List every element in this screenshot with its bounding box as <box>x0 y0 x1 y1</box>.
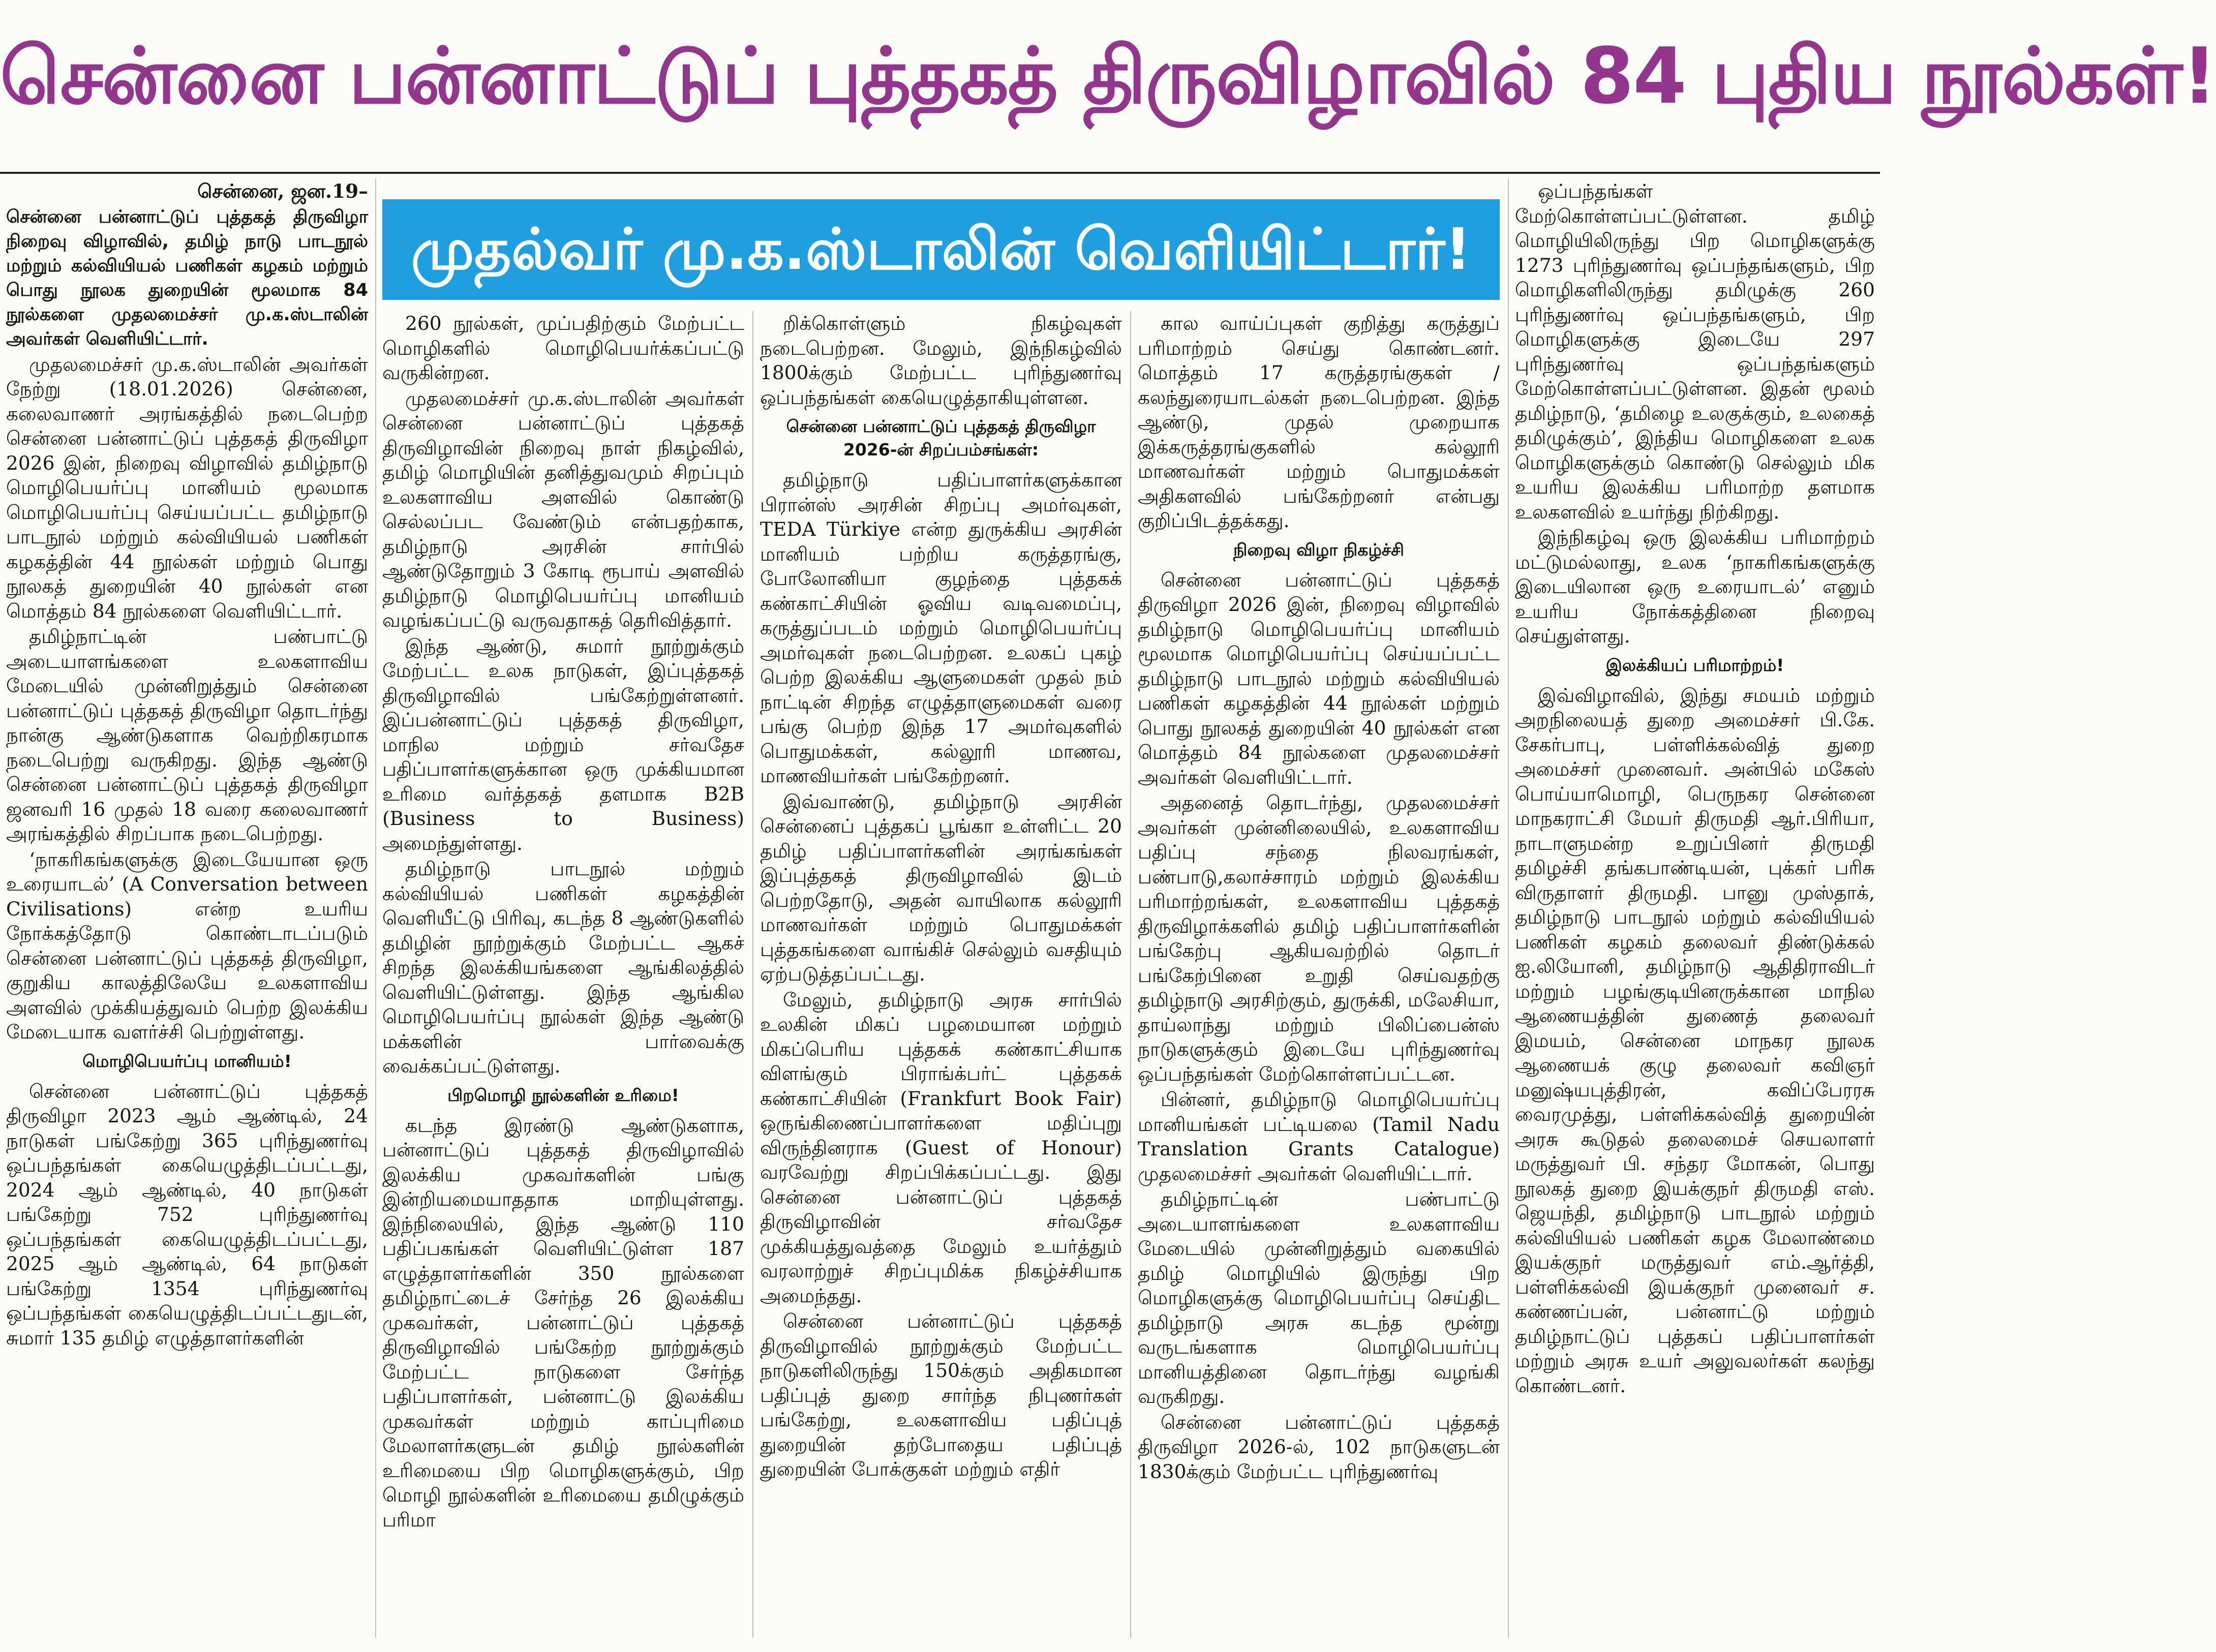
paragraph: பின்னர், தமிழ்நாடு மொழிபெயர்ப்பு மானியங்கள் பட்டியலை (Tamil Nadu Translation Grants Catalogue) முதலமைச்சர் அவர்கள் வெளியிட்டார். <box>1138 1088 1500 1185</box>
article-column-4 <box>1138 311 1500 1643</box>
subheadline-banner: முதல்வர் மு.க.ஸ்டாலின் வெளியிட்டார்! <box>382 199 1500 300</box>
paragraph: தமிழ்நாட்டின் பண்பாட்டு அடையாளங்களை உலகளாவிய மேடையில் முன்னிறுத்தும் சென்னை பன்னாட்டுப் புத்தகத் திருவிழா தொடர்ந்து நான்கு ஆண்டுகளாக வெற்றிகரமாக நடைபெற்று வருகிறது. இந்த ஆண்டு சென்னை பன்னாட்டுப் புத்தகத் திருவிழா ஜனவரி 16 முதல் 18 வரை கலைவாணர் அரங்கத்தில் சிறப்பாக நடைபெற்றது. <box>6 625 368 845</box>
article-column-2 <box>382 311 744 1643</box>
dateline: சென்னை, ஜன.19– <box>197 180 368 202</box>
paragraph: 260 நூல்கள், முப்பதிற்கும் மேற்பட்ட மொழிகளில் மொழிபெயர்க்கப்பட்டு வருகின்றன. <box>382 312 744 384</box>
subheading: மொழிபெயர்ப்பு மானியம்! <box>82 1051 292 1071</box>
subheading: இலக்கியப் பரிமாற்றம்! <box>1605 655 1784 675</box>
paragraph: இவ்விழாவில், இந்து சமயம் மற்றும் அறநிலையத் துறை அமைச்சர் பி.கே. சேகர்பாபு, பள்ளிக்கல்வித் துறை அமைச்சர் முனைவர். அன்பில் மகேஸ் பொய்யாமொழி, பெருநகர சென்னை மாநகராட்சி மேயர் திருமதி ஆர்.பிரியா, நாடாளுமன்ற உறுப்பினர் திருமதி தமிழச்சி தங்கபாண்டியன், புக்கர் பரிசு விருதாளர் திருமதி. பானு முஸ்தாக், தமிழ்நாடு பாடநூல் மற்றும் கல்வியியல் பணிகள் கழகம் தலைவர் திண்டுக்கல் ஐ.லியோனி, தமிழ்நாடு ஆதிதிராவிடர் மற்றும் பழங்குடியினருக்கான மாநில ஆணையத்தின் துணைத் தலைவர் இமயம், சென்னை மாநகர நூலக ஆணையக் குழு தலைவர் கவிஞர் மனுஷ்யபுத்திரன், கவிப்பேரரசு வைரமுத்து, பள்ளிக்கல்வித் துறையின் அரசு கூடுதல் தலைமைச் செயலாளர் மருத்துவர் பி. சந்தர மோகன், பொது நூலகத் துறை இயக்குநர் திருமதி எஸ். ஜெயந்தி, தமிழ்நாடு பாடநூல் மற்றும் கல்வியியல் பணிகள் கழக மேலாண்மை இயக்குநர் மருத்துவர் எம்.ஆர்த்தி, பள்ளிக்கல்வி இயக்குநர் முனைவர் ச. கண்ணப்பன், பன்னாட்டு மற்றும் தமிழ்நாட்டுப் புத்தகப் பதிப்பாளர்கள் மற்றும் அரசு உயர் அலுவலர்கள் கலந்து கொண்டனர். <box>1515 684 1875 1397</box>
paragraph: முதலமைச்சர் மு.க.ஸ்டாலின் அவர்கள் சென்னை பன்னாட்டுப் புத்தகத் திருவிழாவின் நிறைவு நாள் நிகழ்வில், தமிழ் மொழியின் தனித்துவமும் சிறப்பும் உலகளாவிய அளவில் கொண்டு செல்லப்பட வேண்டும் என்பதற்காக, தமிழ்நாடு அரசின் சார்பில் ஆண்டுதோறும் 3 கோடி ரூபாய் அளவில் தமிழ்நாடு மொழிபெயர்ப்பு மானியம் வழங்கப்பட்டு வருவதாகத் தெரிவித்தார். <box>382 387 744 631</box>
paragraph: தமிழ்நாடு பாடநூல் மற்றும் கல்வியியல் பணிகள் கழகத்தின் வெளியீட்டு பிரிவு, கடந்த 8 ஆண்டுகளில் தமிழின் நூற்றுக்கும் மேற்பட்ட ஆகச் சிறந்த இலக்கியங்களை ஆங்கிலத்தில் வெளியிட்டுள்ளது. இந்த ஆங்கில மொழிபெயர்ப்பு நூல்கள் இந்த ஆண்டு மக்களின் பார்வைக்கு வைக்கப்பட்டுள்ளது. <box>382 858 744 1077</box>
paragraph: ஒப்பந்தங்கள் மேற்கொள்ளப்பட்டுள்ளன. தமிழ் மொழியிலிருந்து பிற மொழிகளுக்கு 1273 புரிந்துணர்வு ஒப்பந்தங்களும், பிற மொழிகளிலிருந்து தமிழுக்கு 260 புரிந்துணர்வு ஒப்பந்தங்களும், பிற மொழிகளுக்கு இடையே 297 புரிந்துணர்வு ஒப்பந்தங்களும் மேற்கொள்ளப்பட்டுள்ளன. இதன் மூலம் தமிழ்நாடு, ‘தமிழை உலகுக்கும், உலகைத் தமிழுக்கும்’, இந்திய மொழிகளை உலக மொழிகளுக்கும் கொண்டு செல்லும் மிக உயரிய இலக்கிய பரிமாற்ற தளமாக உலகளவில் உயர்ந்து நிற்கிறது. <box>1515 180 1875 523</box>
paragraph: சென்னை பன்னாட்டுப் புத்தகத் திருவிழா 2026-ல், 102 நாடுகளுடன் 1830க்கும் மேற்பட்ட புரிந்துணர்வு <box>1138 1411 1500 1483</box>
paragraph: றிக்கொள்ளும் நிகழ்வுகள் நடைபெற்றன. மேலும், இந்நிகழ்வில் 1800க்கும் மேற்பட்ட புரிந்துணர்வு ஒப்பந்தங்கள் கையெழுத்தாகியுள்ளன. <box>760 312 1122 409</box>
article-column-5 <box>1515 179 1875 1643</box>
paragraph: ‘நாகரிகங்களுக்கு இடையேயான ஒரு உரையாடல்’ (A Conversation between Civilisations) என்ற உயரிய நோக்கத்தோடு கொண்டாடப்படும் சென்னை பன்னாட்டுப் புத்தகத் திருவிழா, குறுகிய காலத்திலேயே உலகளாவிய அளவில் முக்கியத்துவம் பெற்ற இலக்கிய மேடையாக வளர்ச்சி பெற்றுள்ளது. <box>6 848 368 1043</box>
paragraph: இந்த ஆண்டு, சுமார் நூற்றுக்கும் மேற்பட்ட உலக நாடுகள், இப்புத்தகத் திருவிழாவில் பங்கேற்றுள்ளனர். இப்பன்னாட்டுப் புத்தகத் திருவிழா, மாநில மற்றும் சர்வதேச பதிப்பாளர்களுக்கான ஒரு முக்கியமான உரிமை வர்த்தகத் தளமாக B2B (Business to Business) அமைந்துள்ளது. <box>382 634 744 854</box>
paragraph: சென்னை பன்னாட்டுப் புத்தகத் திருவிழா 2023 ஆம் ஆண்டில், 24 நாடுகள் பங்கேற்று 365 புரிந்துணர்வு ஒப்பந்தங்கள் கையெழுத்திடப்பட்டது, 2024 ஆம் ஆண்டில், 40 நாடுகள் பங்கேற்று 752 புரிந்துணர்வு ஒப்பந்தங்கள் கையெழுத்திடப்பட்டது, 2025 ஆம் ஆண்டில், 64 நாடுகள் பங்கேற்று 1354 புரிந்துணர்வு ஒப்பந்தங்கள் கையெழுத்திடப்பட்டதுடன், சுமார் 135 தமிழ் எழுத்தாளர்களின் <box>6 1080 368 1349</box>
paragraph: சென்னை பன்னாட்டுப் புத்தகத் திருவிழா 2026 இன், நிறைவு விழாவில் தமிழ்நாடு மொழிபெயர்ப்பு மானியம் மூலமாக மொழிபெயர்ப்பு செய்யப்பட்ட தமிழ்நாடு பாடநூல் மற்றும் கல்வியியல் பணிகள் கழகத்தின் 44 நூல்கள் மற்றும் பொது நூலகத் துறையின் 40 நூல்கள் என மொத்தம் 84 நூல்களை முதலமைச்சர் அவர்கள் வெளியிட்டார். <box>1138 568 1500 788</box>
column-divider <box>1508 179 1509 1638</box>
paragraph: சென்னை பன்னாட்டுப் புத்தகத் திருவிழாவில் நூற்றுக்கும் மேற்பட்ட நாடுகளிலிருந்து 150க்கும் அதிகமான பதிப்புத் துறை சார்ந்த நிபுணர்கள் பங்கேற்று, உலகளாவிய பதிப்புத் துறையின் தற்போதைய பதிப்புத் துறையின் போக்குகள் மற்றும் எதிர் <box>760 1310 1122 1480</box>
paragraph: தமிழ்நாட்டின் பண்பாட்டு அடையாளங்களை உலகளாவிய மேடையில் முன்னிறுத்தும் வகையில் தமிழ் மொழியில் இருந்து பிற மொழிகளுக்கு மொழிபெயர்ப்பு செய்திட தமிழ்நாடு அரசு கடந்த மூன்று வருடங்களாக மொழிபெயர்ப்பு மானியத்தினை தொடர்ந்து வழங்கி வருகிறது. <box>1138 1188 1500 1408</box>
subheading: பிறமொழி நூல்களின் உரிமை! <box>447 1085 679 1105</box>
headline-rule <box>0 172 1880 174</box>
paragraph: மேலும், தமிழ்நாடு அரசு சார்பில் உலகின் மிகப் பழமையான மற்றும் மிகப்பெரிய புத்தகக் கண்காட்சியாக விளங்கும் பிராங்க்பர்ட் புத்தகக் கண்காட்சியின் (Frankfurt Book Fair) ஒருங்கிணைப்பாளர்களை மதிப்புறு விருந்தினராக (Guest of Honour) வரவேற்று சிறப்பிக்கப்பட்டது. இது சென்னை பன்னாட்டுப் புத்தகத் திருவிழாவின் சர்வதேச முக்கியத்துவத்தை மேலும் உயர்த்தும் வரலாற்றுச் சிறப்புமிக்க நிகழ்ச்சியாக அமைந்தது. <box>760 988 1122 1307</box>
paragraph: தமிழ்நாடு பதிப்பாளர்களுக்கான பிரான்ஸ் அரசின் சிறப்பு அமர்வுகள், TEDA Türkiye என்ற துருக்கிய அரசின் மானியம் பற்றிய கருத்தரங்கு, போலோனியா குழந்தை புத்தகக் கண்காட்சியின் ஓவிய வடிவமைப்பு, கருத்துப்படம் மற்றும் மொழிபெயர்ப்பு அமர்வுகள் நடைபெற்றன. உலகப் புகழ் பெற்ற இலக்கிய ஆளுமைகள் முதல் நம் நாட்டின் சிறந்த எழுத்தாளுமைகள் வரை பங்கு பெற்ற இந்த 17 அமர்வுகளில் பொதுமக்கள், கல்லூரி மாணவ, மாணவியர்கள் பங்கேற்றனர். <box>760 469 1122 787</box>
subheading: நிறைவு விழா நிகழ்ச்சி <box>1233 539 1405 560</box>
article-column-3 <box>760 311 1122 1643</box>
headline: சென்னை பன்னாட்டுப் புத்தகத் திருவிழாவில் 84 புதிய நூல்கள்! <box>0 31 2216 121</box>
paragraph: இந்நிகழ்வு ஒரு இலக்கிய பரிமாற்றம் மட்டுமல்லாது, உலக ‘நாகரிகங்களுக்கு இடையிலான ஒரு உரையாடல்’ எனும் உயரிய நோக்கத்தினை நிறைவு செய்துள்ளது. <box>1515 526 1875 647</box>
column-divider <box>375 179 376 1638</box>
paragraph: அதனைத் தொடர்ந்து, முதலமைச்சர் அவர்கள் முன்னிலையில், உலகளாவிய பதிப்பு சந்தை நிலவரங்கள், பண்பாடு,கலாச்சாரம் மற்றும் இலக்கிய பரிமாற்றங்கள், உலகளாவிய புத்தகத் திருவிழாக்களில் தமிழ் பதிப்பாளர்களின் பங்கேற்பு ஆகியவற்றில் தொடர் பங்கேற்பினை உறுதி செய்வதற்கு தமிழ்நாடு அரசிற்கும், துருக்கி, மலேசியா, தாய்லாந்து மற்றும் பிலிப்பைன்ஸ் நாடுகளுக்கும் இடையே புரிந்துணர்வு ஒப்பந்தங்கள் மேற்கொள்ளப்பட்டன. <box>1138 791 1500 1085</box>
paragraph: கால வாய்ப்புகள் குறித்து கருத்துப் பரிமாற்றம் செய்து கொண்டனர். மொத்தம் 17 கருத்தரங்குகள் / கலந்துரையாடல்கள் நடைபெற்றன. இந்த ஆண்டு, முதல் முறையாக இக்கருத்தரங்குகளில் கல்லூரி மாணவர்கள் மற்றும் பொதுமக்கள் அதிகளவில் பங்கேற்றனர் என்பது குறிப்பிடத்தக்கது. <box>1138 312 1500 532</box>
paragraph: கடந்த இரண்டு ஆண்டுகளாக, பன்னாட்டுப் புத்தகத் திருவிழாவில் இலக்கிய முகவர்களின் பங்கு இன்றியமையாததாக மாறியுள்ளது. இந்நிலையில், இந்த ஆண்டு 110 பதிப்பகங்கள் வெளியிட்டுள்ள 187 எழுத்தாளர்களின் 350 நூல்களை தமிழ்நாட்டைச் சேர்ந்த 26 இலக்கிய முகவர்கள், பன்னாட்டுப் புத்தகத் திருவிழாவில் பங்கேற்ற நூற்றுக்கும் மேற்பட்ட நாடுகளை சேர்ந்த பதிப்பாளர்கள், பன்னாட்டு இலக்கிய முகவர்கள் மற்றும் காப்புரிமை மேலாளர்களுடன் தமிழ் நூல்களின் உரிமையை பிற மொழிகளுக்கும், பிற மொழி நூல்களின் உரிமையை தமிழுக்கும் பரிமா <box>382 1114 744 1531</box>
article-column-1 <box>6 179 368 1643</box>
column-divider <box>752 311 753 1638</box>
lead-paragraph: சென்னை பன்னாட்டுப் புத்தகத் திருவிழா நிறைவு விழாவில், தமிழ் நாடு பாடநூல் மற்றும் கல்வியியல் பணிகள் கழகம் மற்றும் பொது நூலக துறையின் மூலமாக 84 நூல்களை முதலமைச்சர் மு.க.ஸ்டாலின் அவர்கள் வெளியிட்டார். <box>6 206 368 349</box>
column-divider <box>1130 311 1131 1638</box>
subheading: சென்னை பன்னாட்டுப் புத்தகத் திருவிழா 2026-ன் சிறப்பம்சங்கள்: <box>786 416 1096 460</box>
paragraph: இவ்வாண்டு, தமிழ்நாடு அரசின் சென்னைப் புத்தகப் பூங்கா உள்ளிட்ட 20 தமிழ் பதிப்பாளர்களின் அரங்கங்கள் இப்புத்தகத் திருவிழாவில் இடம் பெற்றதோடு, அதன் வாயிலாக கல்லூரி மாணவர்கள் மற்றும் பொதுமக்கள் புத்தகங்களை வாங்கிச் செல்லும் வசதியும் ஏற்படுத்தப்பட்டது. <box>760 790 1122 985</box>
paragraph: முதலமைச்சர் மு.க.ஸ்டாலின் அவர்கள் நேற்று (18.01.2026) சென்னை, கலைவாணர் அரங்கத்தில் நடைபெற்ற சென்னை பன்னாட்டுப் புத்தகத் திருவிழா 2026 இன், நிறைவு விழாவில் தமிழ்நாடு மொழிபெயர்ப்பு மானியம் மூலமாக மொழிபெயர்ப்பு செய்யப்பட்ட தமிழ்நாடு பாடநூல் மற்றும் கல்வியியல் பணிகள் கழகத்தின் 44 நூல்கள் மற்றும் பொது நூலகத் துறையின் 40 நூல்கள் என மொத்தம் 84 நூல்களை வெளியிட்டார். <box>6 353 368 622</box>
